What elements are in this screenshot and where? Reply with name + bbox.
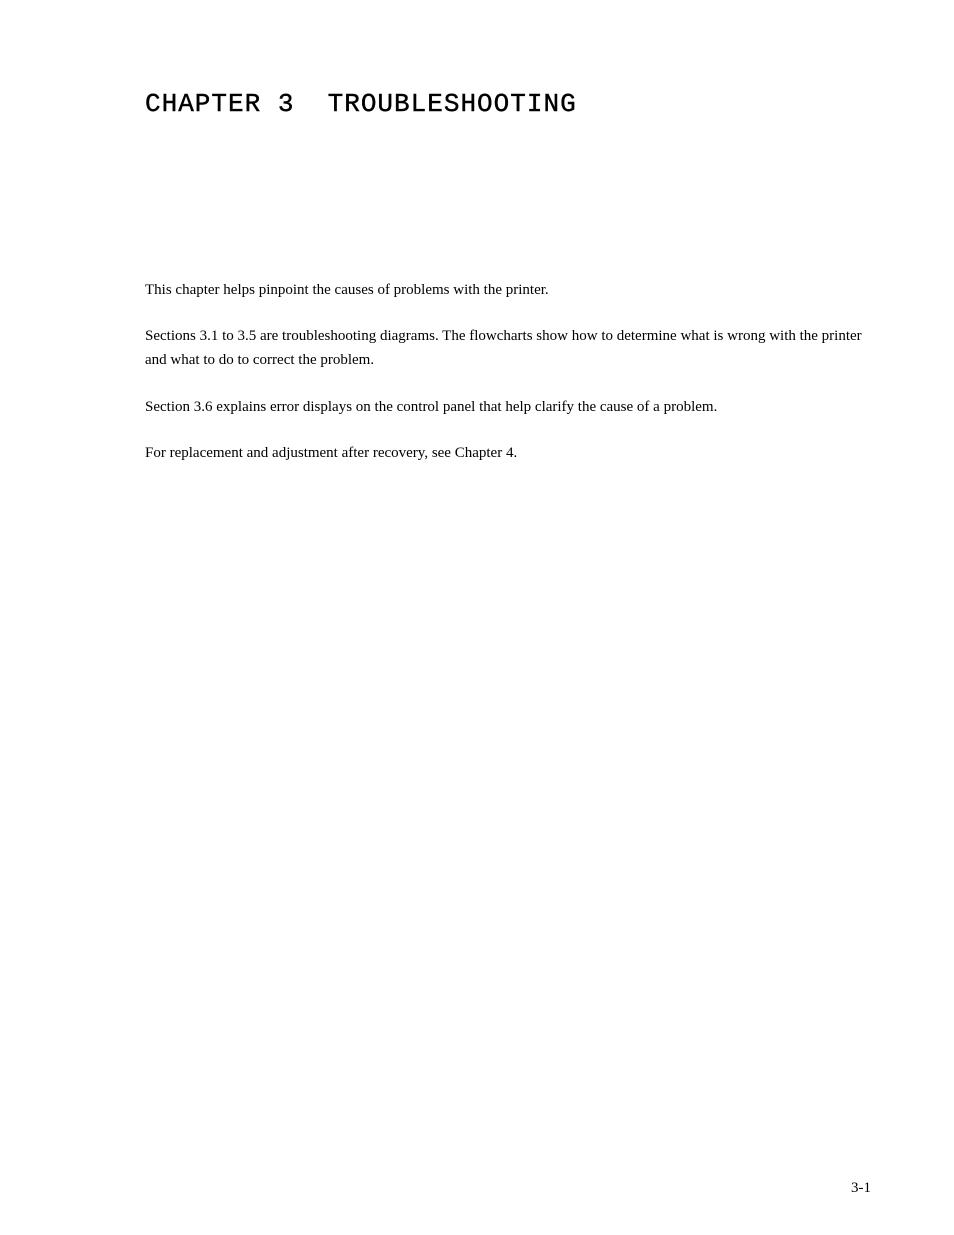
page-number: 3-1 <box>851 1180 871 1196</box>
intro-paragraph: This chapter helps pinpoint the causes of problems with the printer. <box>145 282 549 298</box>
sections-paragraph: Sections 3.1 to 3.5 are troubleshooting diagrams. The flowcharts show how to determine what is wrong with the printer and what to do to correct the problem. <box>145 328 862 368</box>
error-display-paragraph: Section 3.6 explains error displays on the control panel that help clarify the cause of a problem. <box>145 399 718 415</box>
replacement-paragraph: For replacement and adjustment after recovery, see Chapter 4. <box>145 445 518 461</box>
chapter-title: CHAPTER 3 TROUBLESHOOTING <box>145 89 577 119</box>
